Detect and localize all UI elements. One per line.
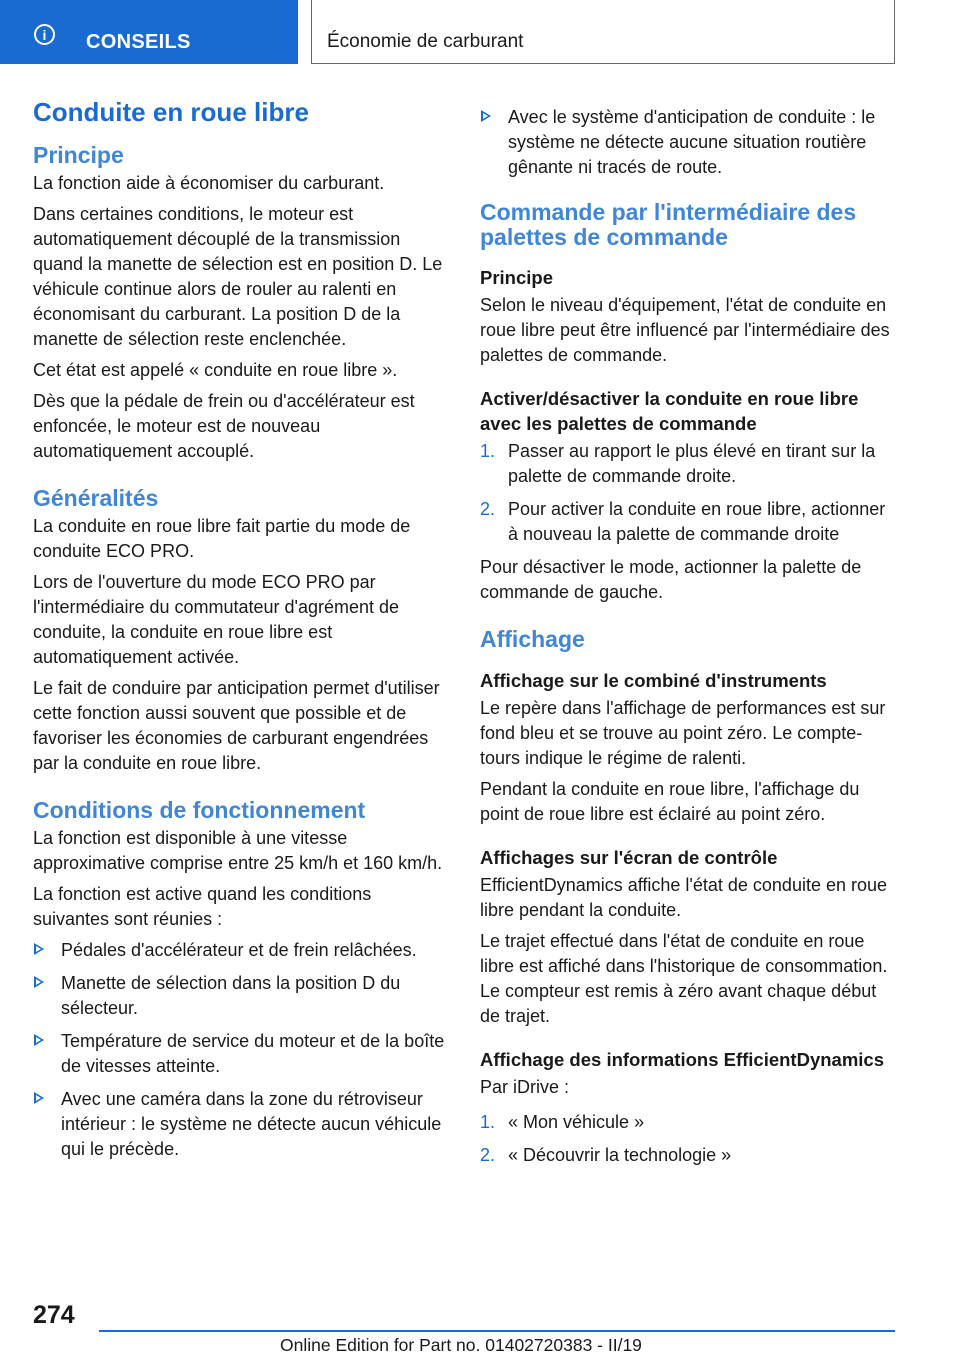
footer-divider bbox=[99, 1330, 895, 1332]
paragraph: Pendant la conduite en roue libre, l'affichage du point de roue libre est éclairé au point zéro. bbox=[480, 778, 860, 824]
list-item: Température de service du moteur et de la boîte de vitesses atteinte. bbox=[33, 1029, 449, 1079]
paragraph: Le trajet effectué dans l'état de conduite en roue libre est affiché dans l'historique de consommation. Le compteur est remis à zéro avant chaque début de trajet. bbox=[480, 930, 888, 1026]
ecran-subheading: Affichages sur l'écran de contrôle bbox=[480, 846, 778, 868]
paragraph: Par iDrive : bbox=[480, 1076, 570, 1097]
section-title: Conduite en roue libre bbox=[33, 97, 309, 127]
header-title-box bbox=[311, 0, 895, 64]
infos-steps bbox=[480, 1110, 896, 1168]
paragraph: Dans certaines conditions, le moteur est automatiquement découplé de la transmission quand la manette de sélection est en position D. Le véhicule continue alors de rouler au ralenti en économisant du carburant. La position D de la manette de sélection reste enclenchée. bbox=[33, 203, 443, 349]
list-item: 2. « Découvrir la technologie » bbox=[480, 1144, 732, 1165]
info-icon: i bbox=[34, 24, 55, 45]
paragraph: EfficientDynamics affiche l'état de conduite en roue libre pendant la conduite. bbox=[480, 874, 888, 920]
paragraph: Le fait de conduire par anticipation permet d'utiliser cette fonction aussi souvent que possible et de favoriser les économies de carburant engendrées par la conduite en roue libre. bbox=[33, 678, 440, 774]
affichage-heading: Affichage bbox=[480, 625, 585, 652]
list-item: 2. Pour activer la conduite en roue libre, actionner à nouveau la palette de commande droite bbox=[480, 498, 886, 544]
conditions-list-continued bbox=[480, 105, 896, 180]
activer-subheading: Activer/désactiver la conduite en roue libre avec les palettes de commande bbox=[480, 387, 859, 434]
paragraph: Dès que la pédale de frein ou d'accélérateur est enfoncée, le moteur est de nouveau automatiquement accouplé. bbox=[33, 390, 415, 461]
paragraph: La conduite en roue libre fait partie du mode de conduite ECO PRO. bbox=[33, 516, 411, 562]
page-number: 274 bbox=[33, 1301, 75, 1329]
paragraph: La fonction est active quand les conditions suivantes sont réunies : bbox=[33, 884, 372, 930]
list-item: 1. Passer au rapport le plus élevé en tirant sur la palette de commande droite. bbox=[480, 440, 876, 486]
header-tab-label: CONSEILS bbox=[86, 31, 191, 53]
list-item: Pédales d'accélérateur et de frein relâchées. bbox=[33, 938, 449, 963]
triangle-bullet-icon bbox=[34, 1092, 44, 1104]
paragraph: Lors de l'ouverture du mode ECO PRO par l'intermédiaire du commutateur d'agrément de conduite, la conduite en roue libre est automatiquement activée. bbox=[33, 572, 400, 668]
generalites-heading: Généralités bbox=[33, 484, 159, 511]
triangle-bullet-icon bbox=[481, 110, 491, 122]
conditions-heading: Conditions de fonctionnement bbox=[33, 797, 366, 824]
paragraph: Cet état est appelé « conduite en roue libre ». bbox=[33, 359, 398, 380]
triangle-bullet-icon bbox=[34, 1034, 44, 1046]
header-tab bbox=[0, 0, 298, 64]
infos-subheading: Affichage des informations EfficientDynamics bbox=[480, 1048, 885, 1070]
list-item: 1. « Mon véhicule » bbox=[480, 1111, 645, 1132]
paragraph: La fonction aide à économiser du carburant. bbox=[33, 172, 385, 193]
right-column bbox=[480, 105, 896, 1176]
paragraph: Selon le niveau d'équipement, l'état de conduite en roue libre peut être influencé par l'intermédiaire des palettes de commande. bbox=[480, 294, 890, 365]
chapter-title: Économie de carburant bbox=[327, 31, 524, 52]
left-column bbox=[33, 98, 449, 1170]
principe-heading: Principe bbox=[33, 141, 124, 168]
paragraph: La fonction est disponible à une vitesse approximative comprise entre 25 km/h et 160 km/h. bbox=[33, 828, 443, 874]
list-item: Avec une caméra dans la zone du rétroviseur intérieur : le système ne détecte aucun véhicule qui le précède. bbox=[33, 1087, 449, 1162]
principe-subheading: Principe bbox=[480, 266, 553, 288]
list-item: Avec le système d'anticipation de conduite : le système ne détecte aucune situation routière gênante ni tracés de route. bbox=[480, 105, 896, 180]
conditions-list bbox=[33, 938, 449, 1162]
triangle-bullet-icon bbox=[34, 976, 44, 988]
paragraph: Pour désactiver le mode, actionner la palette de commande de gauche. bbox=[480, 556, 862, 602]
combine-subheading: Affichage sur le combiné d'instruments bbox=[480, 669, 827, 691]
commande-heading: Commande par l'intermédiaire des palettes de commande bbox=[480, 199, 857, 251]
footer-edition: Online Edition for Part no. 01402720383 - II/19 bbox=[280, 1335, 642, 1355]
activer-steps bbox=[480, 439, 896, 547]
paragraph: Le repère dans l'affichage de performances est sur fond bleu et se trouve au point zéro. Le compte-tours indique le régime de ralenti. bbox=[480, 697, 886, 768]
triangle-bullet-icon bbox=[34, 943, 44, 955]
list-item: Manette de sélection dans la position D du sélecteur. bbox=[33, 971, 449, 1021]
